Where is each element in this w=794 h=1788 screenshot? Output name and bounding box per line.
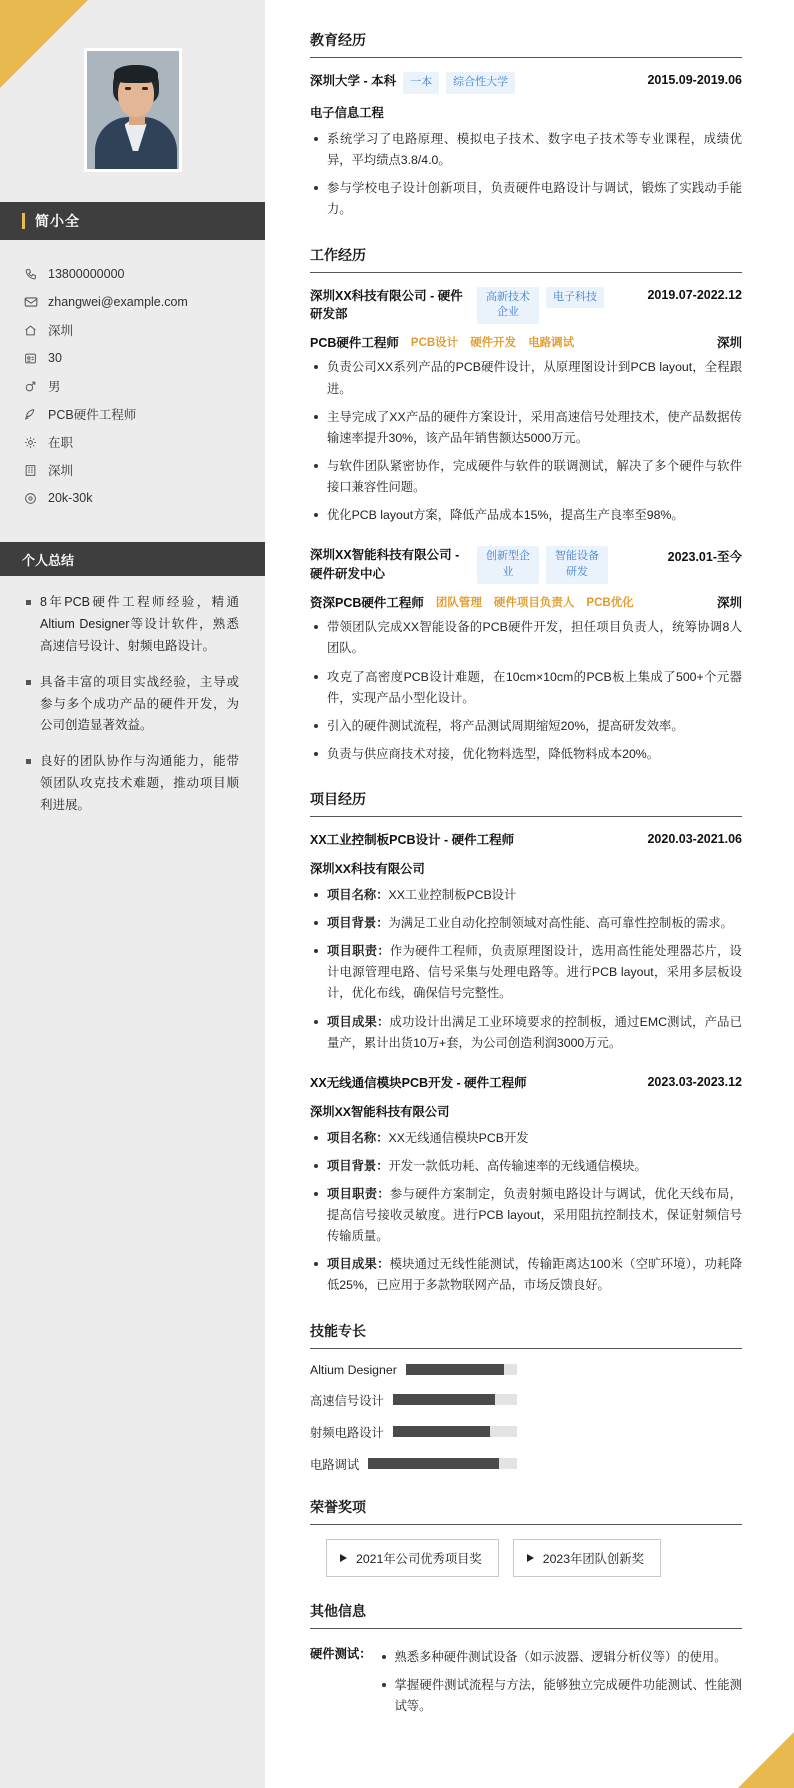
contact-text: PCB硬件工程师	[48, 408, 137, 422]
work-entry	[310, 287, 742, 527]
other-row	[310, 1643, 742, 1724]
skill-tag: 电路调试	[528, 337, 575, 350]
section-title: 项目经历	[310, 789, 742, 817]
honor-item	[326, 1539, 499, 1577]
home-icon	[24, 324, 46, 337]
job-location: 深圳	[716, 336, 742, 351]
project-company: 深圳XX智能科技有限公司	[310, 1104, 450, 1119]
other-key: 硬件测试：	[310, 1646, 372, 1661]
contact-item-position	[24, 400, 265, 428]
tag: 高新技术企业	[477, 287, 539, 325]
contact-item-phone	[24, 260, 265, 288]
project-name: XX工业控制板PCB设计 - 硬件工程师	[310, 833, 515, 848]
skill-bar	[310, 1455, 517, 1473]
work-bullets	[310, 617, 742, 765]
education-entry	[310, 72, 742, 221]
corner-decoration-top-left	[0, 0, 88, 88]
section-title: 技能专长	[310, 1321, 742, 1349]
list-item: 负责公司XX系列产品的PCB硬件设计，从原理图设计到PCB layout，全程跟进。	[310, 357, 742, 399]
project-bullets	[310, 885, 742, 1054]
avatar	[84, 48, 182, 172]
section-skills	[310, 1321, 742, 1473]
contact-item-status	[24, 428, 265, 456]
list-item: 良好的团队协作与沟通能力，能带领团队攻克技术难题，推动项目顺利进展。	[26, 751, 239, 817]
rocket-icon	[24, 408, 46, 421]
project-entry	[310, 1074, 742, 1297]
list-item: 引入的硬件测试流程，将产品测试周期缩短20%，提高研发效率。	[310, 716, 742, 737]
bullet-text: 参与硬件方案制定，负责射频电路设计与调试，优化天线布局，提高信号接收灵敏度。进行PCB layout，采用阻抗控制技术，保证射频信号传输质量。	[327, 1186, 742, 1244]
bullet-label: 项目背景：	[327, 915, 389, 930]
job-title: 资深PCB硬件工程师	[310, 596, 424, 611]
list-item: 带领团队完成XX智能设备的PCB硬件开发，担任项目负责人，统筹协调8人团队。	[310, 617, 742, 659]
id-icon	[24, 352, 46, 365]
status-icon	[24, 436, 46, 449]
list-item	[310, 1012, 742, 1054]
contact-text: 13800000000	[48, 267, 125, 281]
work-bullets	[310, 357, 742, 526]
list-item: 负责与供应商技术对接，优化物料选型，降低物料成本20%。	[310, 744, 742, 765]
bullet-text: 开发一款低功耗、高传输速率的无线通信模块。	[388, 1158, 647, 1173]
skill-name: 射频电路设计	[310, 1425, 384, 1440]
building-icon	[24, 464, 46, 477]
skill-fill	[406, 1364, 504, 1375]
skill-track	[406, 1364, 518, 1375]
skill-name: 高速信号设计	[310, 1393, 384, 1408]
honor-item	[513, 1539, 661, 1577]
skill-name: 电路调试	[310, 1457, 360, 1472]
skill-tag: 团队管理	[435, 597, 482, 610]
other-bullets	[378, 1647, 743, 1724]
contact-text: 在职	[48, 436, 74, 450]
contact-text: 男	[48, 380, 61, 394]
list-item: 参与学校电子设计创新项目，负责硬件电路设计与调试，锻炼了实践动手能力。	[310, 178, 742, 220]
contact-text: zhangwei@example.com	[48, 295, 188, 309]
contact-text: 20k-30k	[48, 491, 93, 505]
play-triangle-icon	[340, 1554, 347, 1562]
list-item: 熟悉多种硬件测试设备（如示波器、逻辑分析仪等）的使用。	[378, 1647, 743, 1668]
list-item	[310, 1128, 742, 1149]
honor-list	[310, 1539, 742, 1577]
skill-track	[368, 1458, 517, 1469]
list-item: 攻克了高密度PCB设计难题，在10cm×10cm的PCB板上集成了500+个元器件，实现产品小型化设计。	[310, 667, 742, 709]
section-other	[310, 1601, 742, 1724]
summary-section-title: 个人总结	[0, 542, 265, 576]
project-entry	[310, 831, 742, 1054]
contact-item-age	[24, 344, 265, 372]
bullet-text: 成功设计出满足工业环境要求的控制板，通过EMC测试，产品已量产，累计出货10万+套，为公司创造利润3000万元。	[327, 1014, 742, 1050]
list-item: 主导完成了XX产品的硬件方案设计，采用高速信号处理技术，使产品数据传输速率提升30%，该产品年销售额达5000万元。	[310, 407, 742, 449]
company-name: 深圳XX科技有限公司 - 硬件研发部	[310, 288, 463, 322]
contact-text: 深圳	[48, 324, 74, 338]
skill-bar	[310, 1423, 517, 1441]
project-bullets	[310, 1128, 742, 1297]
skill-bar	[310, 1363, 517, 1377]
bullet-text: 为满足工业自动化控制领域对高性能、高可靠性控制板的需求。	[388, 915, 733, 930]
work-entry	[310, 546, 742, 765]
mail-icon	[24, 295, 46, 309]
bullet-label: 项目成果：	[327, 1257, 390, 1272]
section-education	[310, 30, 742, 221]
contact-item-work-city	[24, 456, 265, 484]
phone-icon	[24, 268, 46, 281]
date-range: 2020.03-2021.06	[647, 832, 742, 847]
list-item	[310, 1184, 742, 1247]
bullet-text: 作为硬件工程师，负责原理图设计，选用高性能处理器芯片，设计电源管理电路、信号采集与处理电路等。进行PCB layout，采用多层板设计，优化布线，确保信号完整性。	[327, 944, 742, 1001]
list-item	[310, 1156, 742, 1177]
date-range: 2023.03-2023.12	[647, 1074, 742, 1089]
skill-fill	[368, 1458, 499, 1469]
list-item: 8年PCB硬件工程师经验，精通Altium Designer等设计软件，熟悉高速信号设计、射频电路设计。	[26, 592, 239, 658]
main-content	[265, 0, 794, 1788]
contact-item-email	[24, 288, 265, 316]
skill-track	[393, 1426, 518, 1437]
section-title: 其他信息	[310, 1601, 742, 1629]
contact-text: 30	[48, 351, 62, 365]
bullet-label: 项目名称：	[327, 887, 389, 902]
job-title: PCB硬件工程师	[310, 336, 399, 351]
list-item: 具备丰富的项目实战经验，主导或参与多个成功产品的硬件开发，为公司创造显著效益。	[26, 672, 239, 738]
section-projects	[310, 789, 742, 1296]
skill-bar-list	[310, 1363, 742, 1473]
contact-item-city	[24, 316, 265, 344]
skill-name: Altium Designer	[310, 1362, 397, 1377]
accent-marker	[22, 213, 25, 229]
list-item	[310, 913, 742, 934]
gender-icon	[24, 380, 46, 393]
contact-list	[0, 240, 265, 528]
salary-icon	[24, 492, 46, 505]
contact-item-gender	[24, 372, 265, 400]
bullet-text: XX无线通信模块PCB开发	[388, 1130, 529, 1145]
bullet-label: 项目职责：	[327, 1186, 390, 1201]
skill-fill	[393, 1394, 495, 1405]
play-triangle-icon	[527, 1554, 534, 1562]
project-company: 深圳XX科技有限公司	[310, 861, 425, 876]
company-name: 深圳XX智能科技有限公司 - 硬件研发中心	[310, 548, 460, 582]
section-honors	[310, 1497, 742, 1577]
list-item	[310, 941, 742, 1004]
profile-name: 简小全	[35, 213, 80, 229]
profile-name-bar	[0, 202, 265, 240]
major-name: 电子信息工程	[310, 105, 384, 120]
section-work	[310, 245, 742, 766]
list-item: 优化PCB layout方案，降低产品成本15%，提高生产良率至98%。	[310, 505, 742, 526]
skill-tag: PCB设计	[410, 337, 459, 350]
honor-label: 2023年团队创新奖	[542, 1551, 644, 1566]
section-title: 工作经历	[310, 245, 742, 273]
bullet-text: XX工业控制板PCB设计	[388, 887, 517, 902]
contact-item-salary	[24, 484, 265, 512]
skill-tag: PCB优化	[586, 597, 634, 610]
skill-bar	[310, 1391, 517, 1409]
corner-decoration-bottom-right	[738, 1732, 794, 1788]
contact-text: 深圳	[48, 464, 74, 478]
date-range: 2019.07-2022.12	[647, 287, 742, 302]
tag: 创新型企业	[477, 546, 539, 584]
bullet-label: 项目职责：	[327, 944, 390, 959]
honor-label: 2021年公司优秀项目奖	[356, 1551, 482, 1566]
bullet-text: 模块通过无线性能测试，传输距离达100米（空旷环境），功耗降低25%，已应用于多款物联网产品，市场反馈良好。	[327, 1257, 742, 1293]
section-title: 教育经历	[310, 30, 742, 58]
skill-track	[393, 1394, 518, 1405]
project-name: XX无线通信模块PCB开发 - 硬件工程师	[310, 1075, 527, 1090]
sidebar	[0, 0, 265, 1788]
tag: 综合性大学	[446, 72, 515, 94]
job-location: 深圳	[716, 596, 742, 611]
bullet-label: 项目成果：	[327, 1014, 390, 1029]
list-item: 系统学习了电路原理、模拟电子技术、数字电子技术等专业课程，成绩优异，平均绩点3.8/4.0。	[310, 129, 742, 171]
date-range: 2015.09-2019.06	[647, 73, 742, 87]
date-range: 2023.01-至今	[667, 550, 742, 565]
list-item: 与软件团队紧密协作，完成硬件与软件的联调测试，解决了多个硬件与软件接口兼容性问题。	[310, 456, 742, 498]
tag: 智能设备研发	[546, 546, 608, 584]
summary-list	[0, 576, 265, 857]
bullet-label: 项目背景：	[327, 1158, 389, 1173]
list-item	[310, 885, 742, 906]
section-title: 荣誉奖项	[310, 1497, 742, 1525]
tag: 一本	[403, 72, 439, 94]
school-name: 深圳大学 - 本科	[310, 74, 397, 88]
skill-tag: 硬件开发	[470, 337, 517, 350]
skill-fill	[393, 1426, 490, 1437]
education-bullets	[310, 129, 742, 221]
skill-tag: 硬件项目负责人	[493, 597, 575, 610]
bullet-label: 项目名称：	[327, 1130, 389, 1145]
list-item	[310, 1254, 742, 1296]
list-item: 掌握硬件测试流程与方法，能够独立完成硬件功能测试、性能测试等。	[378, 1675, 743, 1717]
tag: 电子科技	[546, 287, 604, 309]
